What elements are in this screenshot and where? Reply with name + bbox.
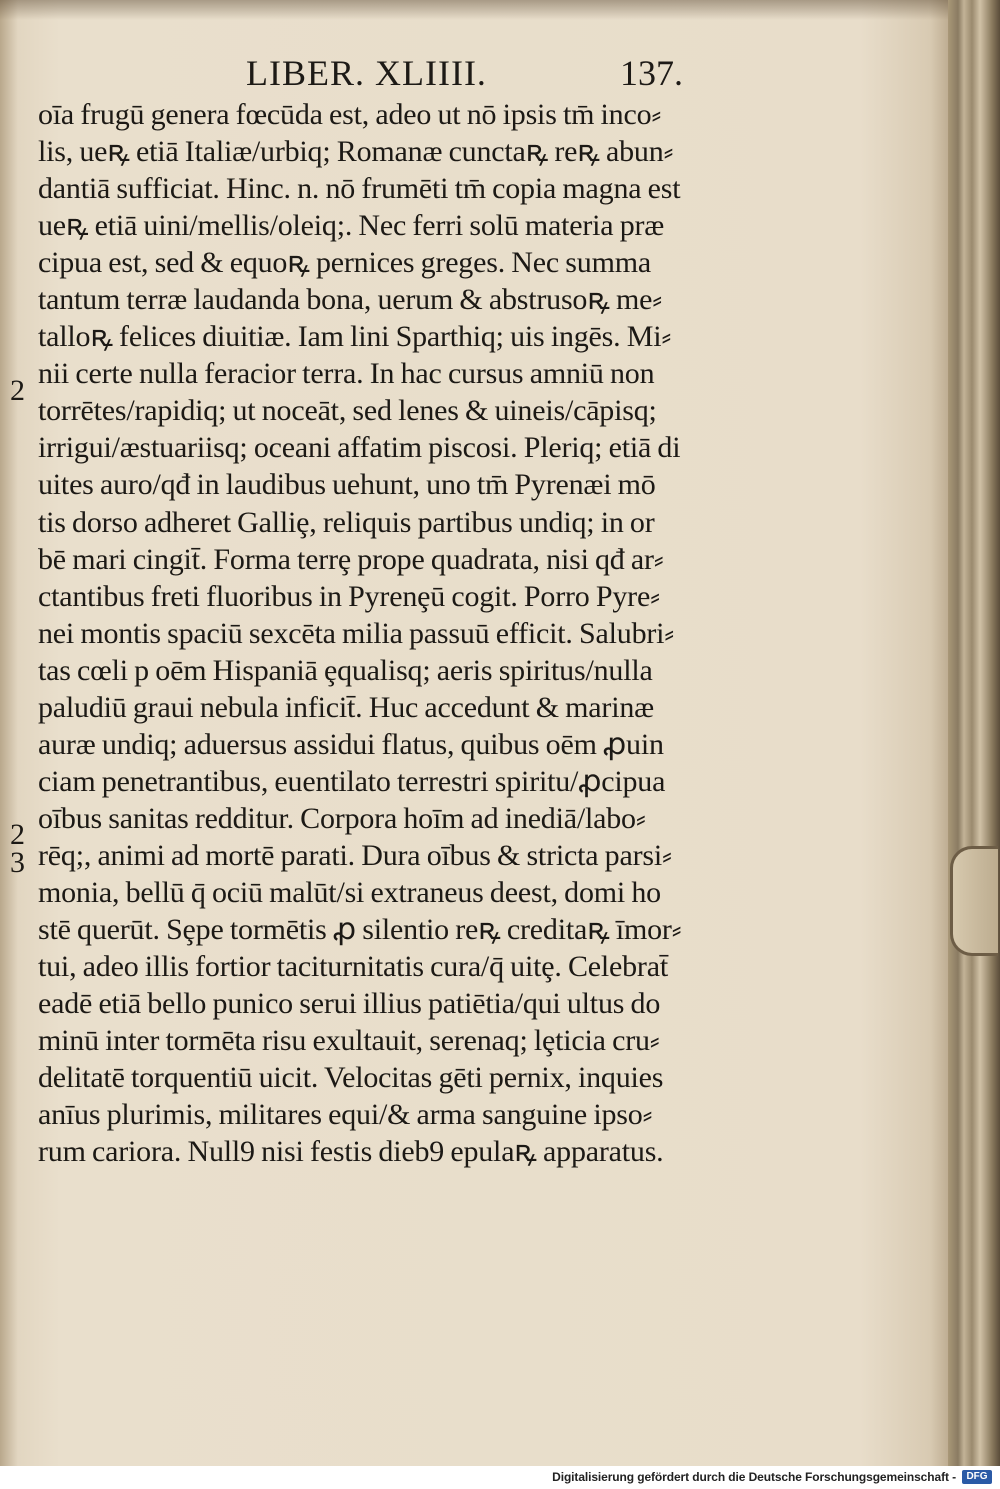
text-line: irrigui/æstuariisq; oceani affatim piscosi. Pleriq; etiā di [38, 431, 681, 465]
text-line: talloꝶ felices diuitiæ. Iam lini Sparthiq; uis ingēs. Mi⸗ [38, 320, 672, 354]
text-line: delitatē torquentiū uicit. Velocitas gēti pernix, inquies [38, 1061, 664, 1095]
text-line: tas cœli p oēm Hispaniā ȩqualisq; aeris spiritus/nulla [38, 653, 653, 687]
text-line: eadē etiā bello punico serui illius patiētia/qui ultus do [38, 987, 661, 1021]
funding-credit: Digitalisierung gefördert durch die Deutsche Forschungsgemeinschaft - [552, 1470, 956, 1484]
marginal-number: 2 [10, 374, 25, 407]
text-line: uites auro/qđ in laudibus uehunt, uno tm̄ Pyrenæi mō [38, 468, 656, 502]
text-line: torrētes/rapidiq; ut noceāt, sed lenes & uineis/cāpisq; [38, 394, 657, 428]
text-line: tantum terræ laudanda bona, uerum & abstrusoꝶ me⸗ [38, 283, 662, 317]
text-line: rēq;, animi ad mortē parati. Dura oībus & stricta parsi⸗ [38, 838, 672, 872]
text-line: cipua est, sed & equoꝶ pernices greges. Nec summa [38, 246, 651, 280]
running-title: LIBER. XLIIII. [246, 53, 487, 93]
dfg-logo: DFG [962, 1470, 992, 1484]
text-line: lis, ueꝶ etiā Italiæ/urbiq; Romanæ cunctaꝶ reꝶ abun⸗ [38, 135, 674, 169]
text-line: oīa frugū genera fœcūda est, adeo ut nō ipsis tm̄ inco⸗ [38, 98, 662, 131]
text-line: rum cariora. Null9 nisi festis dieb9 epulaꝶ apparatus. [38, 1135, 664, 1169]
top-shadow [0, 0, 948, 20]
text-line: minū inter tormēta risu exultauit, serenaq; lȩticia cru⸗ [38, 1024, 660, 1058]
text-line: stē querūt. Sȩpe tormētis ꝓ silentio reꝶ creditaꝶ īmor⸗ [38, 913, 682, 947]
body-text [38, 96, 758, 1170]
text-line: anīus plurimis, militares equi/& arma sanguine ipso⸗ [38, 1098, 653, 1132]
text-line: tis dorso adheret Galliȩ, reliquis partibus undiq; in or [38, 505, 655, 539]
text-line: bē mari cingit̄. Forma terrȩ prope quadrata, nisi qđ ar⸗ [38, 542, 664, 576]
text-line: nii certe nulla feracior terra. In hac cursus amniū non [38, 357, 655, 391]
page-header [0, 52, 948, 96]
folio-number: 137. [620, 53, 683, 93]
text-line: nei montis spaciū sexcēta milia passuū efficit. Salubri⸗ [38, 616, 675, 650]
text-line: oībus sanitas redditur. Corpora hoīm ad inediā/labo⸗ [38, 801, 646, 835]
text-line: ueꝶ etiā uini/mellis/oleiq;. Nec ferri solū materia præ [38, 209, 665, 243]
marginal-number: 2 [10, 818, 25, 851]
page-edges [948, 0, 1000, 1466]
text-line: ciam penetrantibus, euentilato terrestri spiritu/ꝓcipua [38, 764, 666, 798]
marginal-number: 3 [10, 846, 25, 879]
text-line: tui, adeo illis fortior taciturnitatis cura/q̄ uitȩ. Celebrat̄ [38, 950, 668, 984]
text-line: dantiā sufficiat. Hinc. n. nō frumēti tm̄ copia magna est [38, 172, 681, 206]
text-line: paludiū graui nebula inficit̄. Huc accedunt & marinæ [38, 690, 654, 724]
text-line: ctantibus freti fluoribus in Pyrenȩū cogit. Porro Pyre⸗ [38, 579, 660, 613]
book-clasp [950, 846, 998, 956]
text-line: monia, bellū q̄ ociū malūt/si extraneus deest, domi ho [38, 875, 661, 909]
footer-bar [0, 1466, 1000, 1489]
text-line: auræ undiq; aduersus assidui flatus, quibus oēm ꝓuin [38, 727, 664, 761]
